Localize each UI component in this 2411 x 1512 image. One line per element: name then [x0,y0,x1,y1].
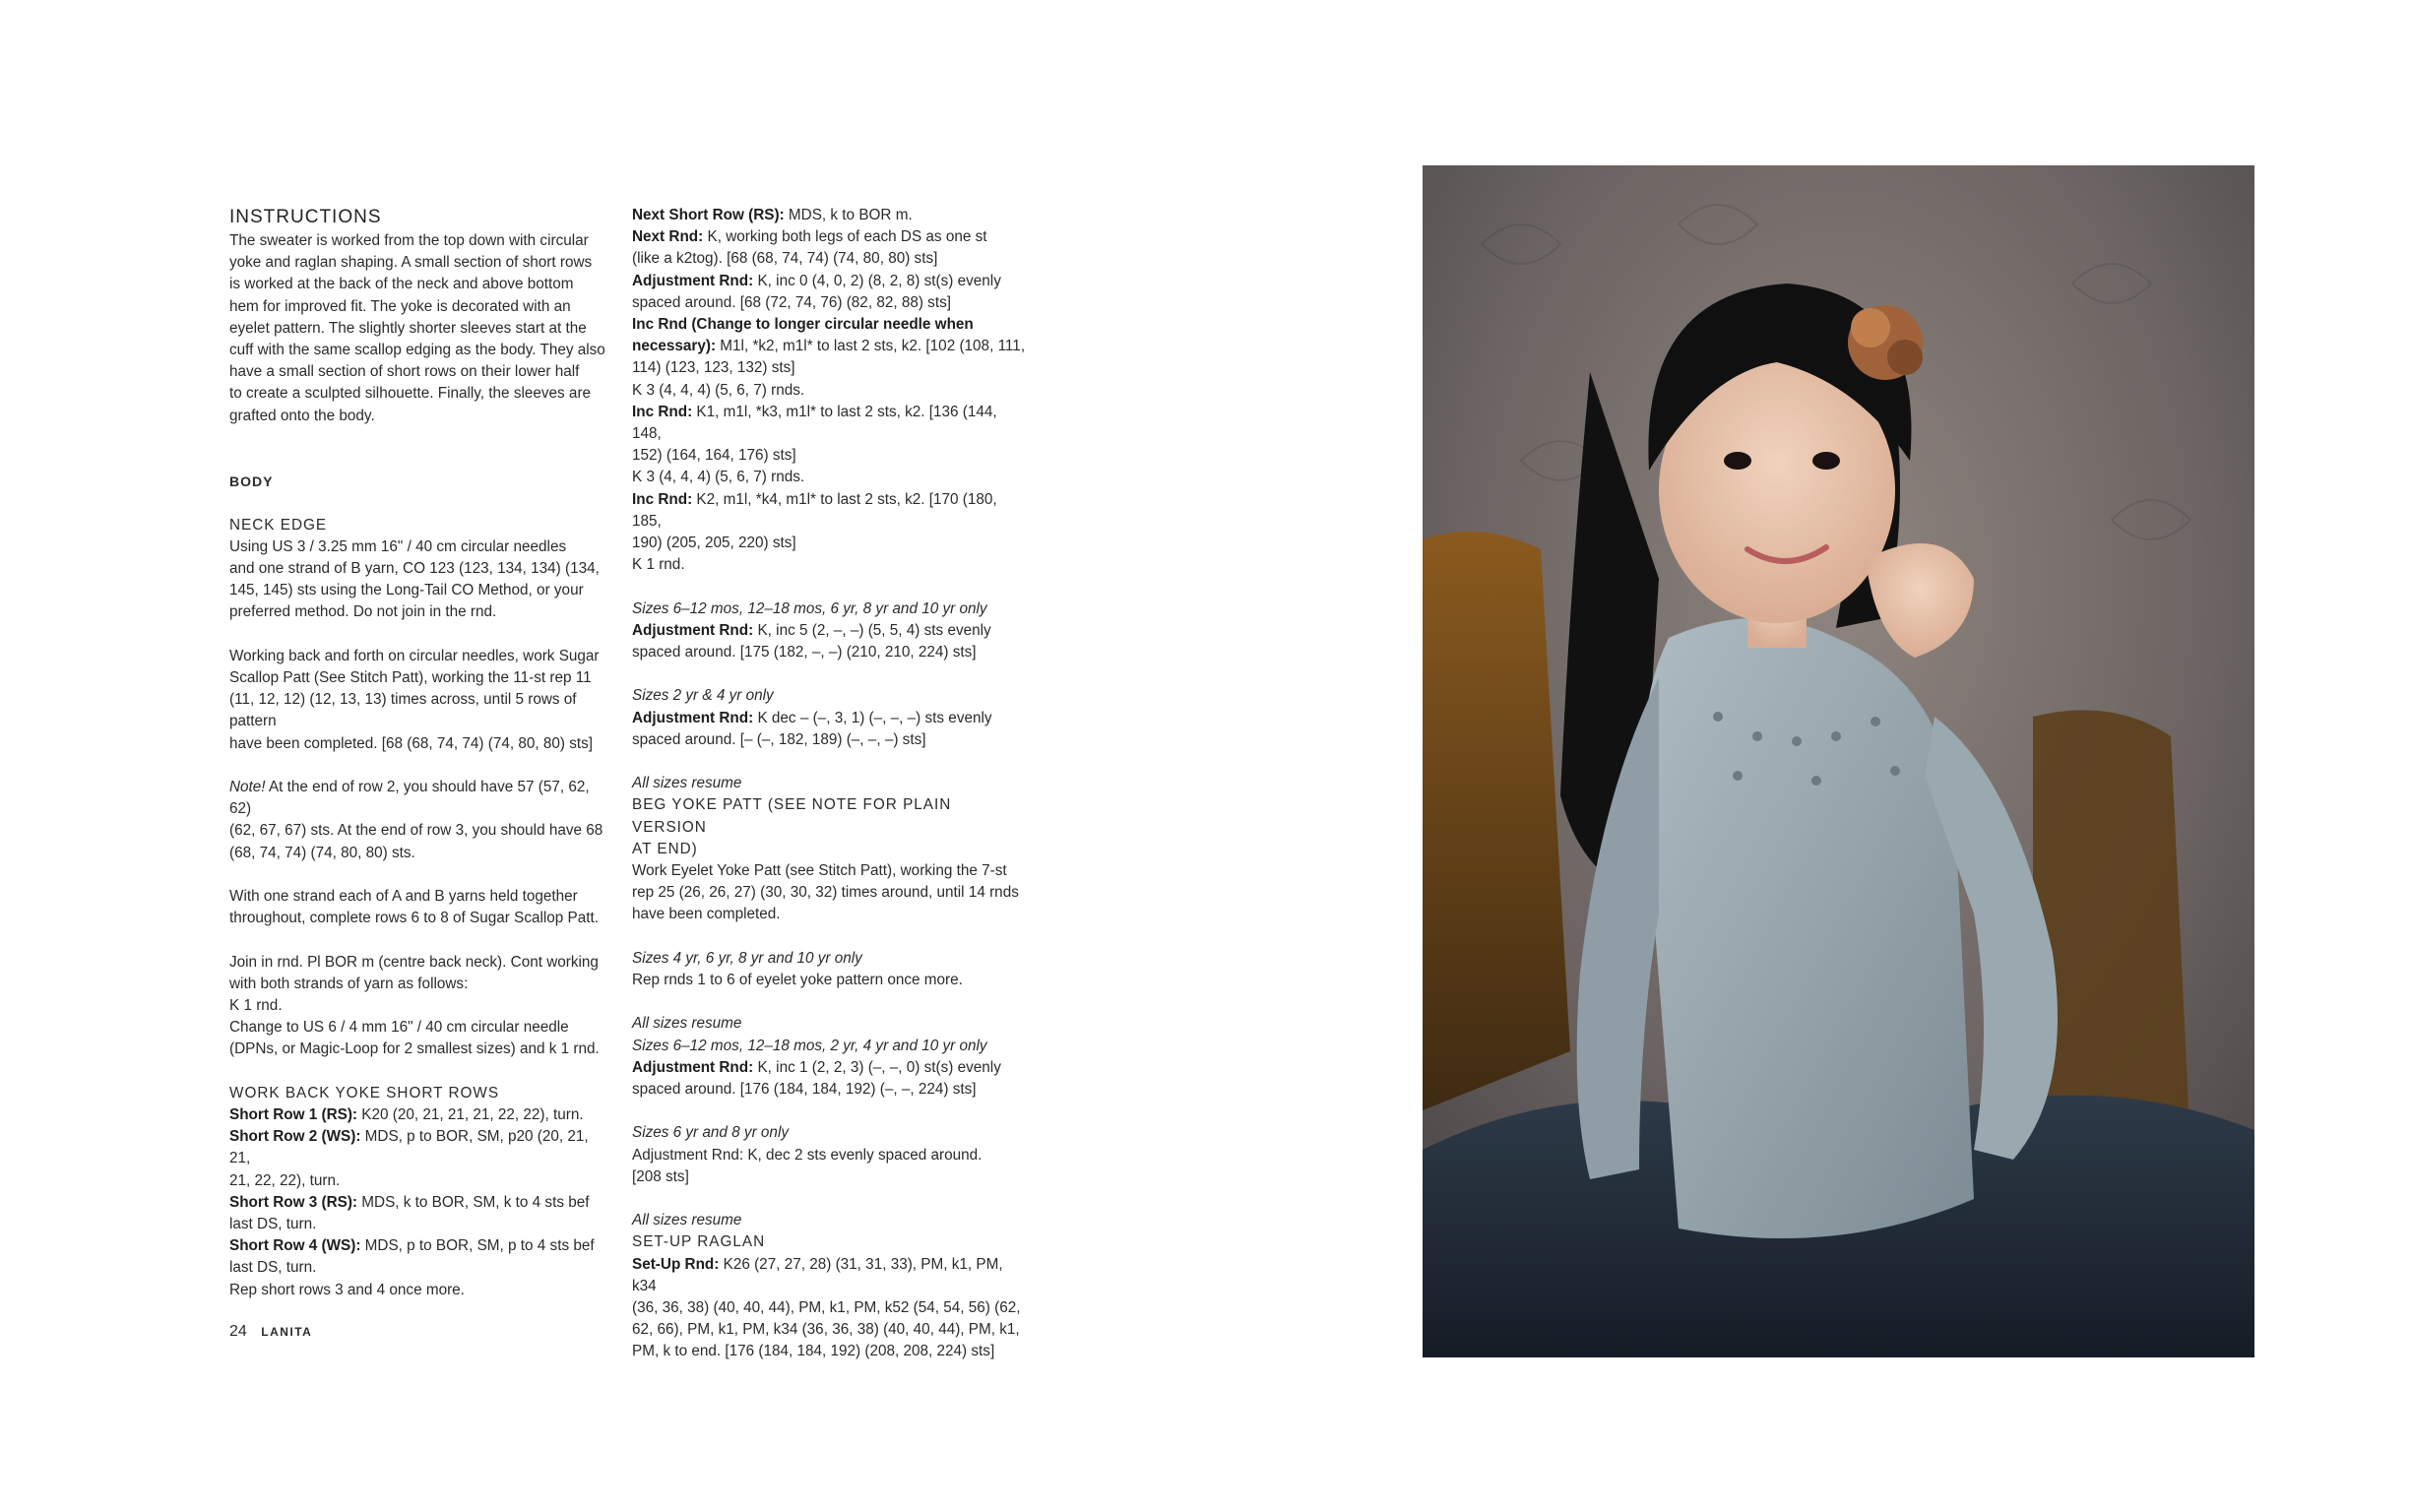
all-sizes-resume-1: All sizes resume [632,775,742,792]
beg-yoke-heading: BEG YOKE PATT (SEE NOTE FOR PLAIN VERSION [632,796,952,836]
note-paragraph: Note! At the end of row 2, you should have 57 (57, 62, 62) (62, 67, 67) sts. At the end of row 3, you should have 68 (68, 74, 74) (74, 80, 80) sts. [229,779,603,861]
all-sizes-resume-2: All sizes resume [632,1015,742,1033]
neck-edge-heading: NECK EDGE [229,516,328,534]
intro-paragraph: The sweater is worked from the top down with circular yoke and raglan shaping. A small section of short rows is worked at the back of the neck and above bottom hem for improved fit. The yoke is decorated with an eyelet pattern. The slightly shorter sleeves start at the cuff with the same scallop edging as the body. They also have a small section of short rows on their lower half to create a sculpted silhouette. Finally, the sleeves are grafted onto the body. [229,232,605,424]
page-footer [229,1323,312,1341]
dried-flower [1848,305,1923,380]
inc-rnd-2: Inc Rnd: K1, m1l, *k3, m1l* to last 2 sts, k2. [136 (144, 148, [632,403,997,443]
short-rows-list: Short Row 1 (RS): K20 (20, 21, 21, 21, 22, 22), turn. Short Row 2 (WS): MDS, p to BOR, SM, p20 (20, 21, 21, 21, 22, 22), turn. Short Row 3 (RS): MDS, k to BOR, SM, k to 4 sts bef last DS, turn. Short Row 4 (WS): MDS, p to BOR, SM, p to 4 sts bef last DS, turn. Rep short rows 3 and 4 once more. [229,1106,595,1298]
sizes-note-4: Sizes 6–12 mos, 12–18 mos, 2 yr, 4 yr and 10 yr only [632,1037,987,1054]
inc-rnd-3: Inc Rnd: K2, m1l, *k4, m1l* to last 2 sts, k2. [170 (180, 185, [632,490,997,530]
rep-rnds-line: Rep rnds 1 to 6 of eyelet yoke pattern once more. [632,972,963,989]
next-short-row: Next Short Row (RS): MDS, k to BOR m. [632,207,913,223]
brand-name: LANITA [261,1325,313,1339]
sizes-note-1: Sizes 6–12 mos, 12–18 mos, 6 yr, 8 yr and 10 yr only [632,599,987,617]
instructions-title: INSTRUCTIONS [229,207,382,227]
left-column [229,205,611,1301]
body-heading: BODY [229,473,274,490]
grey-sweater [1642,618,1974,1238]
strand-paragraph: With one strand each of A and B yarns held together throughout, complete rows 6 to 8 of Sugar Scallop Patt. [229,888,599,927]
neck-edge-paragraph: Using US 3 / 3.25 mm 16" / 40 cm circular needles and one strand of B yarn, CO 123 (123, 134, 134) (134, 145, 145) sts using the Long-Tail CO Method, or your preferred method. Do not join in the rnd. [229,537,600,621]
page-number: 24 [229,1323,247,1340]
adjustment-rnd-5: Adjustment Rnd: K, dec 2 sts evenly spaced around. [632,1146,983,1164]
photo-illustration [1423,165,2254,1357]
girl-in-sweater-photo [1423,165,2254,1357]
sizes-note-5: Sizes 6 yr and 8 yr only [632,1124,789,1142]
adjustment-rnd-1: Adjustment Rnd: K, inc 0 (4, 0, 2) (8, 2, 8) st(s) evenly [632,272,1001,289]
adjustment-rnd-4: Adjustment Rnd: K, inc 1 (2, 2, 3) (–, –, 0) st(s) evenly [632,1058,1001,1076]
eyelet-paragraph: Work Eyelet Yoke Patt (see Stitch Patt), working the 7-st rep 25 (26, 26, 27) (30, 30, 32) times around, until 14 rnds have been completed. [632,862,1019,923]
adjustment-rnd-3: Adjustment Rnd: K dec – (–, 3, 1) (–, –, –) sts evenly [632,709,992,726]
yoke-short-rows-heading: WORK BACK YOKE SHORT ROWS [229,1084,500,1102]
join-paragraph: Join in rnd. Pl BOR m (centre back neck). Cont working with both strands of yarn as follows: K 1 rnd. Change to US 6 / 4 mm 16" / 40 cm circular needle (DPNs, or Magic-Loop for 2 smallest sizes) and k 1 rnd. [229,953,600,1058]
set-up-rnd: Set-Up Rnd: K26 (27, 27, 28) (31, 31, 33), PM, k1, PM, k34 [632,1255,1003,1294]
working-paragraph: Working back and forth on circular needles, work Sugar Scallop Patt (See Stitch Patt), working the 11-st rep 11 (11, 12, 12) (12, 13, 13) times across, until 5 rows of pattern have been completed. [68 (68, 74, 74) (74, 80, 80) sts] [229,647,600,752]
all-sizes-resume-3: All sizes resume [632,1212,742,1229]
set-up-raglan-heading: SET-UP RAGLAN [632,1233,766,1251]
sizes-note-2: Sizes 2 yr & 4 yr only [632,687,774,705]
adjustment-rnd-2: Adjustment Rnd: K, inc 5 (2, –, –) (5, 5, 4) sts evenly [632,621,991,639]
next-rnd: Next Rnd: K, working both legs of each DS as one st [632,228,987,246]
sizes-note-3: Sizes 4 yr, 6 yr, 8 yr and 10 yr only [632,949,862,967]
right-column: Next Short Row (RS): MDS, k to BOR m. Next Rnd: K, working both legs of each DS as one st (like a k2tog). [68 (68, 74, 74) (74, 80, 80) sts] Adjustment Rnd: K, inc 0 (4, 0, 2) (8, 2, 8) st(s) evenly spaced around. [68 (72, 74, 76) (82, 82, 88) sts] Inc Rnd (Change to longer circular needle when necessary): M1l, *k2, m1l* to last 2 sts, k2. [102 (108, 111, 114) (123, 123, 132) sts] K 3 (4, 4, 4) (5, 6, 7) rnds. Inc Rnd: K1, m1l, *k3, m1l* to last 2 sts, k2. [136 (144, 148, 152) (164, 164, 176) sts] K 3 (4, 4, 4) (5, 6, 7) rnds. Inc Rnd: K2, m1l, *k4, m1l* to last 2 sts, k2. [170 (180, 185, 190) (205, 205, 220) sts] K 1 rnd. Sizes 6–12 mos, 12–18 mos, 6 yr, 8 yr and 10 yr only Adjustment Rnd: K, inc 5 (2, –, –) (5, 5, 4) sts evenly spaced around. [175 (182, –, –) (210, 210, 224) sts] Sizes 2 yr & 4 yr only Adjustment Rnd: K dec – (–, 3, 1) (–, –, –) sts evenly spaced around. [– (–, 182, 189) (–, –, –) sts] All sizes resume BEG YOKE PATT (SEE NOTE FOR PLAIN VERSION AT END) Work Eyelet Yoke Patt (see Stitch Patt), working the 7-st rep 25 (26, 26, 27) (30, 30, 32) times around, until 14 rnds have been completed. Sizes 4 yr, 6 yr, 8 yr and 10 yr only Rep rnds 1 to 6 of eyelet yoke pattern once more. All sizes resume Sizes 6–12 mos, 12–18 mos, 2 yr, 4 yr and 10 yr only Adjustment Rnd: K, inc 1 (2, 2, 3) (–, –, 0) st(s) evenly spaced around. [176 (184, 184, 192) (–, –, 224) sts] Sizes 6 yr and 8 yr only Adjustment Rnd: K, dec 2 sts evenly spaced around. [208 sts] All sizes resume SET-UP RAGLAN Set-Up Rnd: K26 (27, 27, 28) (31, 31, 33), PM, k1, PM, k34 (36, 36, 38) (40, 40, 44), PM, k1, PM, k52 (54, 54, 56) (62, 62, 66), PM, k1, PM, k34 (36, 36, 38) (40, 40, 44), PM, k1, PM, k to end. [176 (184, 184, 192) (208, 208, 224) sts] [632,207,1026,1360]
inc-rnd-1: Inc Rnd (Change to longer circular needle when [632,316,974,334]
